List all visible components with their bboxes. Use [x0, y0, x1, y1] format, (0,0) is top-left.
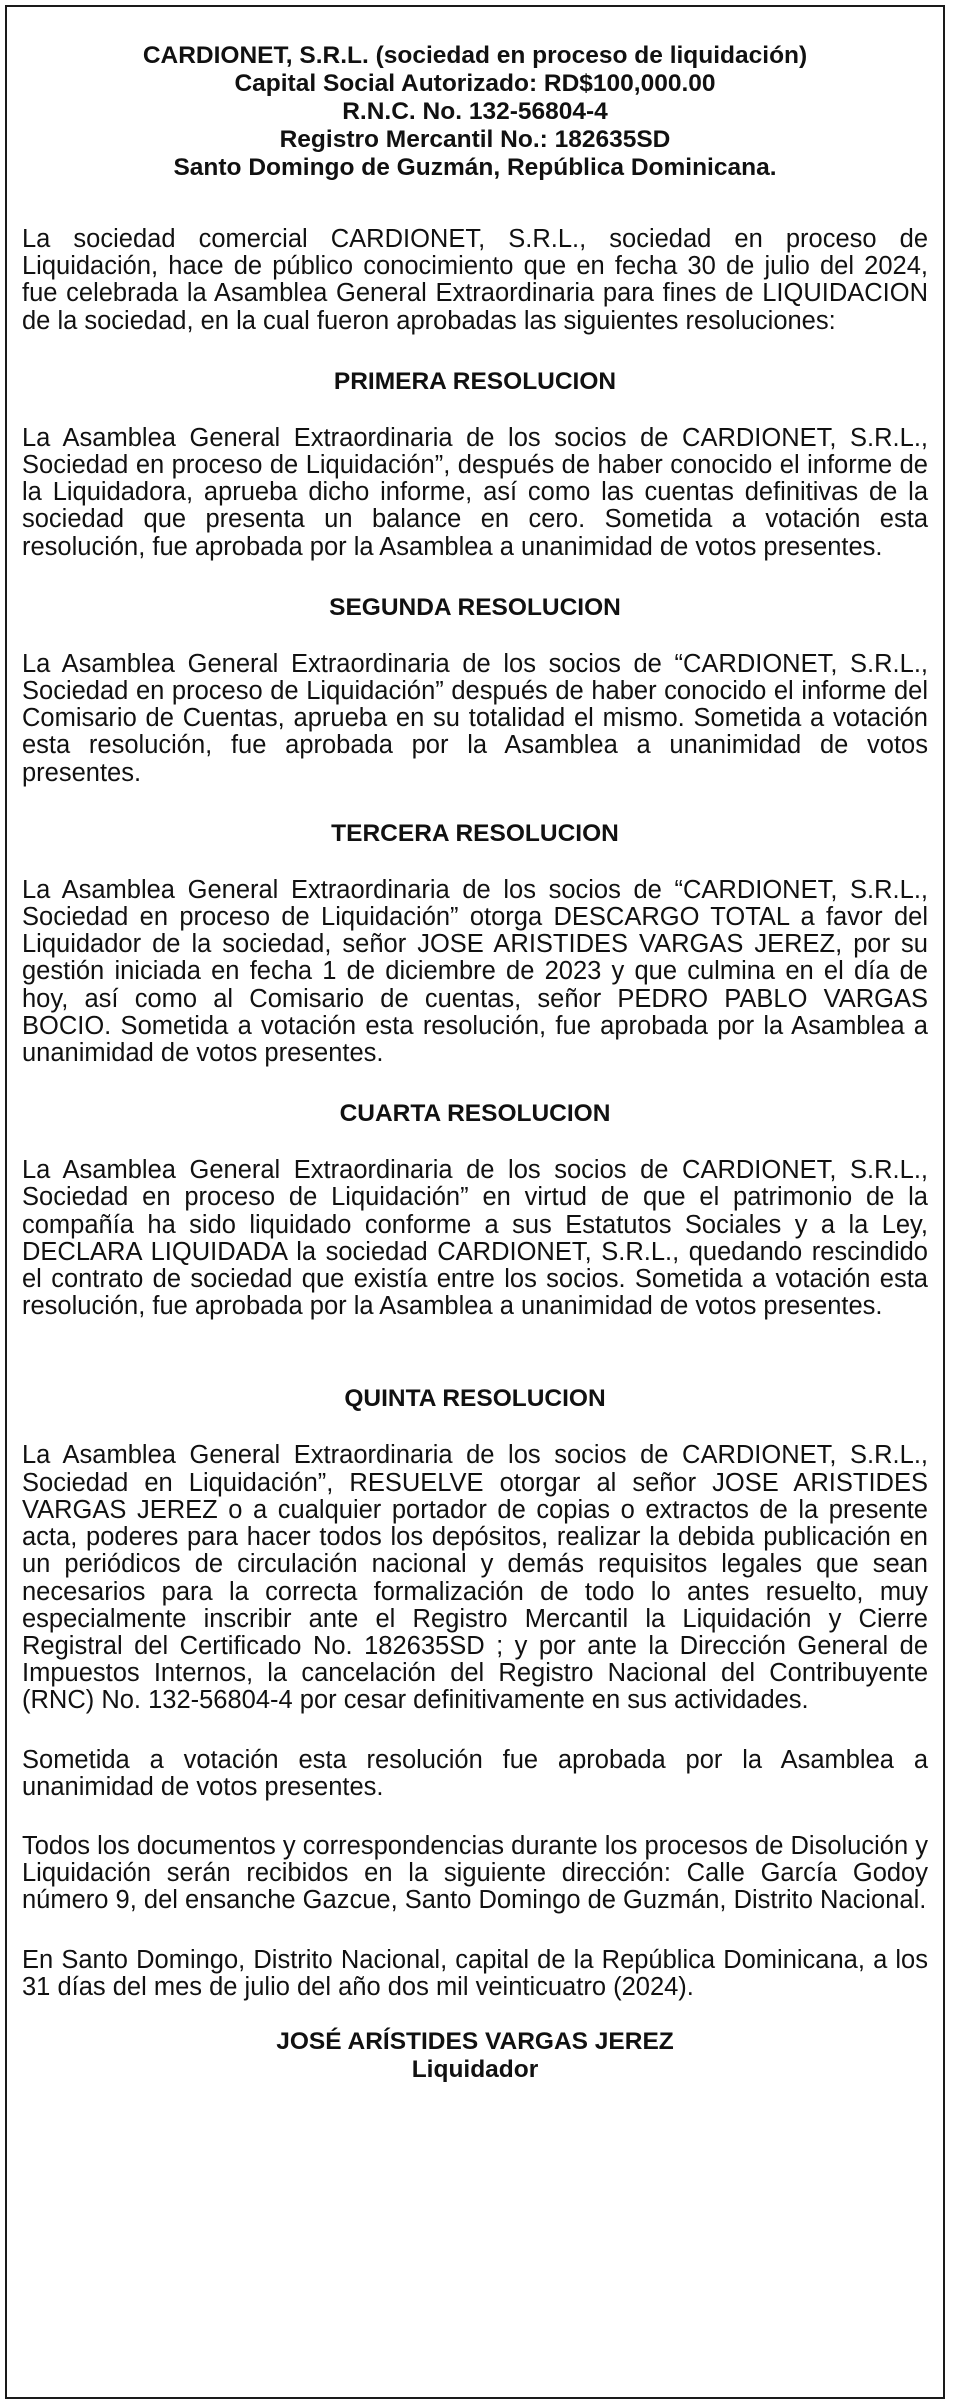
resolution-body-2: La Asamblea General Extraordinaria de los socios de “CARDIONET, S.R.L., Sociedad en proceso de Liquidación” después de haber conocido el informe del Comisario de Cuentas, aprueba en su totalidad el mismo. Sometida a votación esta resolución, fue aprobada por la Asamblea a unanimidad de votos presentes. [22, 649, 928, 787]
resolution-body-4: La Asamblea General Extraordinaria de los socios de CARDIONET, S.R.L., Sociedad en proceso de Liquidación” en virtud de que el patrimonio de la compañía ha sido liquidado conforme a sus Estatutos Sociales y a la Ley, DECLARA LIQUIDADA la sociedad CARDIONET, S.R.L., quedando rescindido el contrato de sociedad que existía entre los socios. Sometida a votación esta resolución, fue aprobada por la Asamblea a unanimidad de votos presentes. [22, 1156, 928, 1321]
rnc-number: R.N.C. No. 132-56804-4 [342, 98, 608, 125]
authorized-capital: Capital Social Autorizado: RD$100,000.00 [234, 70, 716, 97]
resolution-title-5: QUINTA RESOLUCION [344, 1385, 606, 1413]
company-location: Santo Domingo de Guzmán, República Dominicana. [173, 154, 777, 181]
resolution-body-1: La Asamblea General Extraordinaria de los socios de CARDIONET, S.R.L., Sociedad en proceso de Liquidación”, después de haber conocido el informe de la Liquidadora, aprueba dicho informe, así como las cuentas definitivas de la sociedad que presenta un balance en cero. Sometida a votación esta resolución, fue aprobada por la Asamblea a unanimidad de votos presentes. [22, 423, 928, 561]
intro-paragraph: La sociedad comercial CARDIONET, S.R.L., sociedad en proceso de Liquidación, hace de público conocimiento que en fecha 30 de julio del 2024, fue celebrada la Asamblea General Extraordinaria para fines de LIQUIDACION de la sociedad, en la cual fueron aprobadas las siguientes resoluciones: [22, 225, 928, 335]
legal-notice [22, 42, 928, 2084]
documents-address-note: Todos los documentos y correspondencias durante los procesos de Disolución y Liquidación serán recibidos en la siguiente dirección: Calle García Godoy número 9, del ensanche Gazcue, Santo Domingo de Guzmán, Distrito Nacional. [22, 1831, 928, 1915]
resolution-title-3: TERCERA RESOLUCION [331, 819, 619, 847]
vote-note: Sometida a votación esta resolución fue aprobada por la Asamblea a unanimidad de votos presentes. [22, 1745, 928, 1801]
signatory-role: Liquidador [411, 2055, 539, 2083]
mercantile-registry: Registro Mercantil No.: 182635SD [279, 126, 671, 153]
notice-header [22, 42, 928, 182]
signature-block [22, 2028, 928, 2084]
resolution-title-4: CUARTA RESOLUCION [339, 1100, 611, 1128]
resolution-body-5: La Asamblea General Extraordinaria de los socios de CARDIONET, S.R.L., Sociedad en Liquidación”, RESUELVE otorgar al señor JOSE ARISTIDES VARGAS JEREZ o a cualquier portador de copias o extractos de la presente acta, poderes para hacer todos los depósitos, realizar la debida publicación en un periódicos de circulación nacional y demás requisitos legales que sean necesarios para la correcta formalización de todo lo antes resuelto, muy especialmente inscribir ante el Registro Mercantil la Liquidación y Cierre Registral del Certificado No. 182635SD ; y por ante la Dirección General de Impuestos Internos, la cancelación del Registro Nacional del Contribuyente (RNC) No. 132-56804-4 por cesar definitivamente en sus actividades. [22, 1441, 928, 1715]
resolution-body-3: La Asamblea General Extraordinaria de los socios de “CARDIONET, S.R.L., Sociedad en proceso de Liquidación” otorga DESCARGO TOTAL a favor del Liquidador de la sociedad, señor JOSE ARISTIDES VARGAS JEREZ, por su gestión iniciada en fecha 1 de diciembre de 2023 y que culmina en el día de hoy, así como al Comisario de cuentas, señor PEDRO PABLO VARGAS BOCIO. Sometida a votación esta resolución, fue aprobada por la Asamblea a unanimidad de votos presentes. [22, 875, 928, 1068]
resolution-title-2: SEGUNDA RESOLUCION [329, 593, 621, 621]
resolution-title-1: PRIMERA RESOLUCION [333, 367, 617, 395]
closing-paragraph: En Santo Domingo, Distrito Nacional, capital de la República Dominicana, a los 31 días del mes de julio del año dos mil veinticuatro (2024). [22, 1945, 928, 2001]
company-name: CARDIONET, S.R.L. (sociedad en proceso de liquidación) [142, 42, 808, 69]
signatory-name: JOSÉ ARÍSTIDES VARGAS JEREZ [276, 2027, 674, 2055]
section-spacer [22, 1352, 928, 1384]
